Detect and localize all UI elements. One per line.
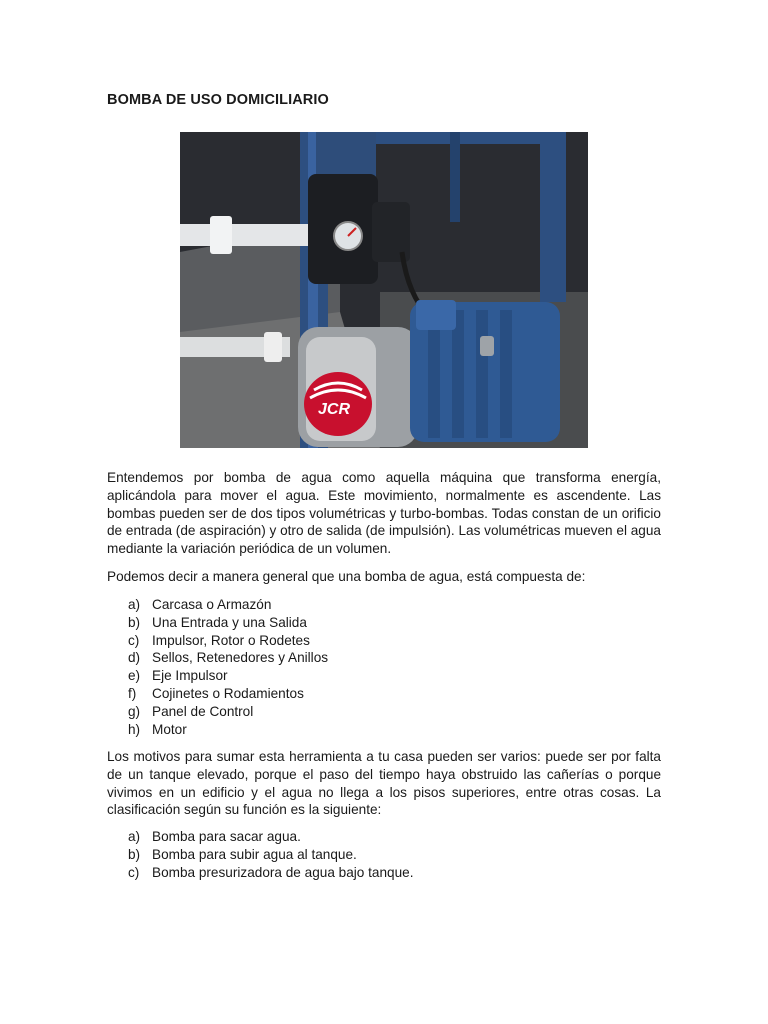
list-item-text: Bomba para subir agua al tanque. bbox=[152, 846, 357, 862]
list-item-text: Bomba para sacar agua. bbox=[152, 829, 301, 844]
list-marker: c) bbox=[128, 864, 140, 880]
classification-list bbox=[107, 828, 414, 881]
list-item bbox=[107, 614, 328, 632]
list-item-text: Sellos, Retenedores y Anillos bbox=[152, 650, 329, 666]
list-marker: g) bbox=[128, 703, 141, 719]
list-item-text: Eje Impulsor bbox=[152, 668, 228, 684]
list-marker: d) bbox=[128, 650, 141, 666]
list-item-text: Motor bbox=[152, 721, 187, 737]
paragraph-reasons: Los motivos para sumar esta herramienta a tu casa pueden ser varios: puede ser por falta de un tanque elevado, porque el paso del tiempo haya obstruido las cañerías o porque vivimos en un edificio y el agua no llega a los pisos superiores, entre otras cosas. La clasificación según su función es la siguiente: bbox=[107, 749, 661, 818]
pump-illustration bbox=[180, 132, 588, 448]
paragraph-intro: Entendemos por bomba de agua como aquella máquina que transforma energía, aplicándola para mover el agua. Este movimiento, normalmente es ascendente. Las bombas pueden ser de dos tipos volumétricas y turbo-bombas. Todas constan de un orificio de entrada (de aspiración) y otro de salida (de impulsión). Las volumétricas mueven el agua mediante la variación periódica de un volumen. bbox=[107, 470, 661, 557]
components-list bbox=[107, 596, 328, 738]
list-marker: f) bbox=[128, 685, 137, 701]
list-item bbox=[107, 864, 414, 882]
list-item bbox=[107, 632, 328, 650]
list-item bbox=[107, 721, 328, 739]
list-marker: b) bbox=[128, 614, 141, 630]
list-item bbox=[107, 649, 328, 667]
list-marker: b) bbox=[128, 846, 141, 862]
list-item bbox=[107, 703, 328, 721]
pump-photo bbox=[180, 132, 588, 448]
list-item bbox=[107, 667, 328, 685]
list-marker: a) bbox=[128, 829, 141, 844]
document-title: BOMBA DE USO DOMICILIARIO bbox=[107, 92, 329, 108]
list-marker: e) bbox=[128, 668, 141, 684]
list-marker: a) bbox=[128, 597, 141, 612]
list-item bbox=[107, 828, 414, 846]
list-item bbox=[107, 596, 328, 614]
list-item-text: Cojinetes o Rodamientos bbox=[152, 685, 304, 701]
list-item-text: Impulsor, Rotor o Rodetes bbox=[152, 632, 310, 648]
list-item bbox=[107, 685, 328, 703]
list-item-text: Bomba presurizadora de agua bajo tanque. bbox=[152, 864, 414, 880]
list-item-text: Panel de Control bbox=[152, 703, 254, 719]
list-marker: c) bbox=[128, 632, 140, 648]
list-item-text: Carcasa o Armazón bbox=[152, 597, 272, 612]
list-item bbox=[107, 846, 414, 864]
list-item-text: Una Entrada y una Salida bbox=[152, 614, 307, 630]
list-marker: h) bbox=[128, 721, 141, 737]
paragraph-components-intro: Podemos decir a manera general que una bomba de agua, está compuesta de: bbox=[107, 569, 586, 584]
brand-logo: JCR bbox=[318, 401, 351, 418]
